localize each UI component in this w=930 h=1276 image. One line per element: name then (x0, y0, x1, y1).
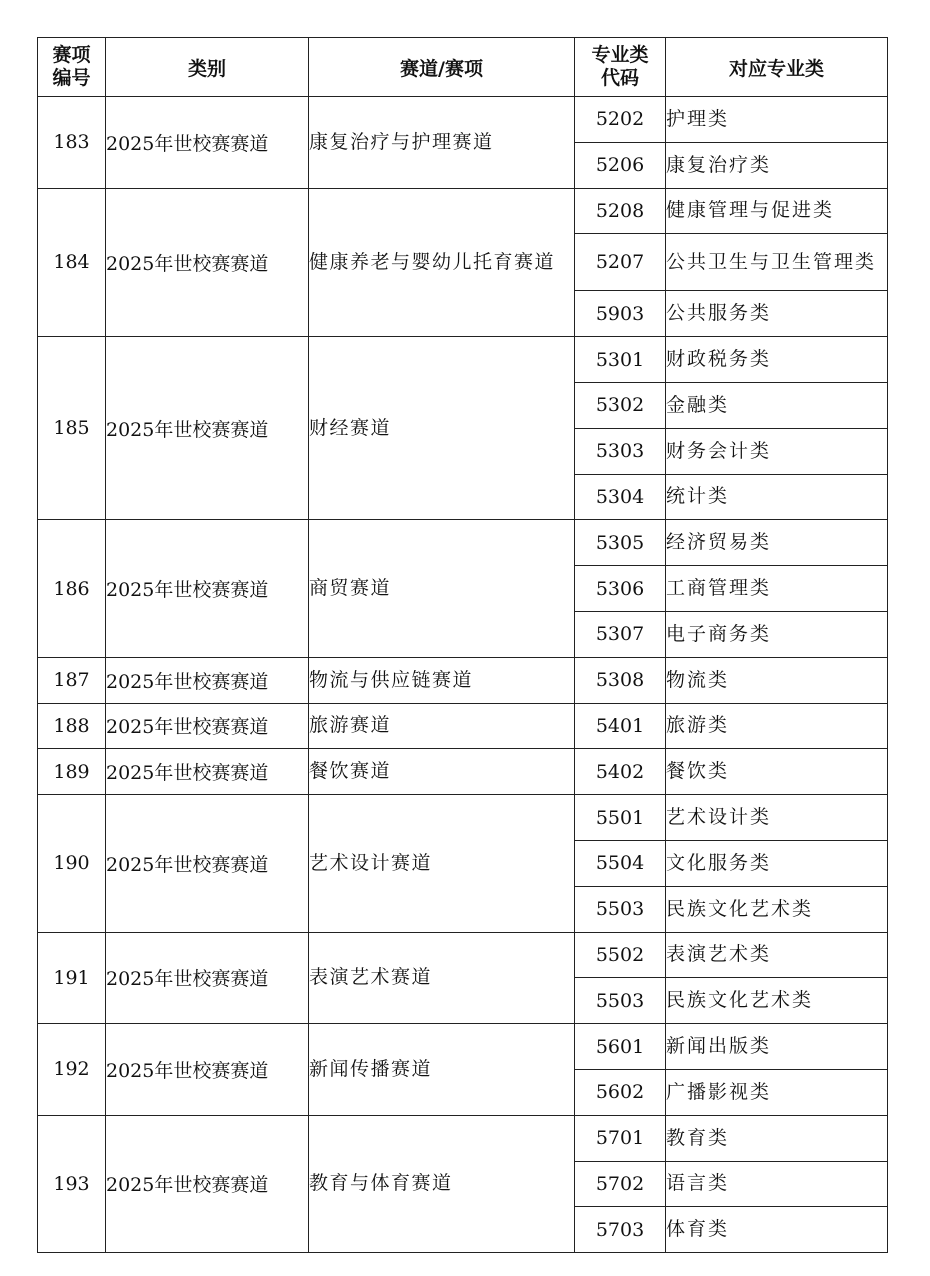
header-category: 类别 (106, 38, 309, 97)
row-major-code: 5206 (575, 142, 666, 188)
row-category: 2025年世校赛赛道 (106, 1115, 309, 1252)
row-major-name: 财务会计类 (666, 428, 888, 474)
competition-table (37, 37, 888, 1253)
header-code (575, 38, 666, 97)
row-major-code: 5502 (575, 932, 666, 978)
header-number (38, 38, 106, 97)
row-major-name: 金融类 (666, 382, 888, 428)
table-row (38, 97, 888, 143)
row-track: 表演艺术赛道 (309, 932, 575, 1024)
row-major-code: 5501 (575, 795, 666, 841)
row-major-code: 5202 (575, 97, 666, 143)
row-major-name: 公共卫生与卫生管理类 (666, 234, 888, 291)
row-number: 185 (38, 337, 106, 520)
row-major-code: 5504 (575, 840, 666, 886)
row-number: 189 (38, 749, 106, 795)
row-major-code: 5307 (575, 611, 666, 657)
row-major-name: 康复治疗类 (666, 142, 888, 188)
row-major-name: 教育类 (666, 1115, 888, 1161)
row-track: 旅游赛道 (309, 703, 575, 749)
row-major-code: 5602 (575, 1069, 666, 1115)
row-track: 物流与供应链赛道 (309, 657, 575, 703)
row-number: 193 (38, 1115, 106, 1252)
row-major-name: 语言类 (666, 1161, 888, 1207)
row-number: 183 (38, 97, 106, 189)
header-number-line1: 赛项 (52, 44, 91, 66)
row-major-name: 文化服务类 (666, 840, 888, 886)
row-major-code: 5402 (575, 749, 666, 795)
row-major-code: 5703 (575, 1207, 666, 1253)
row-track: 商贸赛道 (309, 520, 575, 657)
row-track: 财经赛道 (309, 337, 575, 520)
row-major-code: 5601 (575, 1024, 666, 1070)
table-row (38, 337, 888, 383)
row-number: 186 (38, 520, 106, 657)
table-row (38, 932, 888, 978)
row-major-name: 财政税务类 (666, 337, 888, 383)
row-number: 188 (38, 703, 106, 749)
row-major-code: 5305 (575, 520, 666, 566)
row-track: 艺术设计赛道 (309, 795, 575, 932)
row-major-name: 工商管理类 (666, 566, 888, 612)
row-category: 2025年世校赛赛道 (106, 657, 309, 703)
row-track: 健康养老与婴幼儿托育赛道 (309, 188, 575, 337)
header-code-line1: 专业类 (591, 44, 649, 66)
row-track: 教育与体育赛道 (309, 1115, 575, 1252)
row-number: 190 (38, 795, 106, 932)
row-major-code: 5401 (575, 703, 666, 749)
row-major-code: 5903 (575, 291, 666, 337)
row-track: 康复治疗与护理赛道 (309, 97, 575, 189)
table-row (38, 795, 888, 841)
row-major-name: 经济贸易类 (666, 520, 888, 566)
row-major-name: 护理类 (666, 97, 888, 143)
table-row (38, 657, 888, 703)
header-number-line2: 编号 (52, 67, 91, 89)
table-header (38, 38, 888, 97)
row-major-name: 公共服务类 (666, 291, 888, 337)
row-major-code: 5503 (575, 886, 666, 932)
row-major-name: 餐饮类 (666, 749, 888, 795)
header-major: 对应专业类 (666, 38, 888, 97)
row-major-name: 体育类 (666, 1207, 888, 1253)
row-category: 2025年世校赛赛道 (106, 932, 309, 1024)
table-row (38, 749, 888, 795)
row-major-code: 5303 (575, 428, 666, 474)
row-major-name: 广播影视类 (666, 1069, 888, 1115)
row-number: 187 (38, 657, 106, 703)
row-track: 餐饮赛道 (309, 749, 575, 795)
row-major-code: 5301 (575, 337, 666, 383)
row-category: 2025年世校赛赛道 (106, 97, 309, 189)
row-major-name: 电子商务类 (666, 611, 888, 657)
row-category: 2025年世校赛赛道 (106, 795, 309, 932)
row-major-name: 旅游类 (666, 703, 888, 749)
row-number: 184 (38, 188, 106, 337)
row-major-code: 5306 (575, 566, 666, 612)
row-major-code: 5302 (575, 382, 666, 428)
row-category: 2025年世校赛赛道 (106, 520, 309, 657)
row-major-name: 艺术设计类 (666, 795, 888, 841)
row-major-code: 5702 (575, 1161, 666, 1207)
row-major-code: 5208 (575, 188, 666, 234)
row-major-code: 5304 (575, 474, 666, 520)
row-category: 2025年世校赛赛道 (106, 1024, 309, 1116)
table-row (38, 1024, 888, 1070)
header-track: 赛道/赛项 (309, 38, 575, 97)
row-major-name: 健康管理与促进类 (666, 188, 888, 234)
row-major-code: 5308 (575, 657, 666, 703)
table-row (38, 1115, 888, 1161)
header-code-line2: 代码 (600, 67, 639, 89)
table-row (38, 188, 888, 234)
table-body (38, 97, 888, 1253)
row-major-name: 新闻出版类 (666, 1024, 888, 1070)
row-number: 191 (38, 932, 106, 1024)
row-major-name: 民族文化艺术类 (666, 978, 888, 1024)
row-category: 2025年世校赛赛道 (106, 188, 309, 337)
row-major-name: 统计类 (666, 474, 888, 520)
table-row (38, 520, 888, 566)
row-category: 2025年世校赛赛道 (106, 749, 309, 795)
row-major-code: 5503 (575, 978, 666, 1024)
row-major-code: 5701 (575, 1115, 666, 1161)
row-major-name: 表演艺术类 (666, 932, 888, 978)
row-major-name: 物流类 (666, 657, 888, 703)
row-major-code: 5207 (575, 234, 666, 291)
row-number: 192 (38, 1024, 106, 1116)
row-category: 2025年世校赛赛道 (106, 337, 309, 520)
row-major-name: 民族文化艺术类 (666, 886, 888, 932)
row-track: 新闻传播赛道 (309, 1024, 575, 1116)
table-row (38, 703, 888, 749)
row-category: 2025年世校赛赛道 (106, 703, 309, 749)
